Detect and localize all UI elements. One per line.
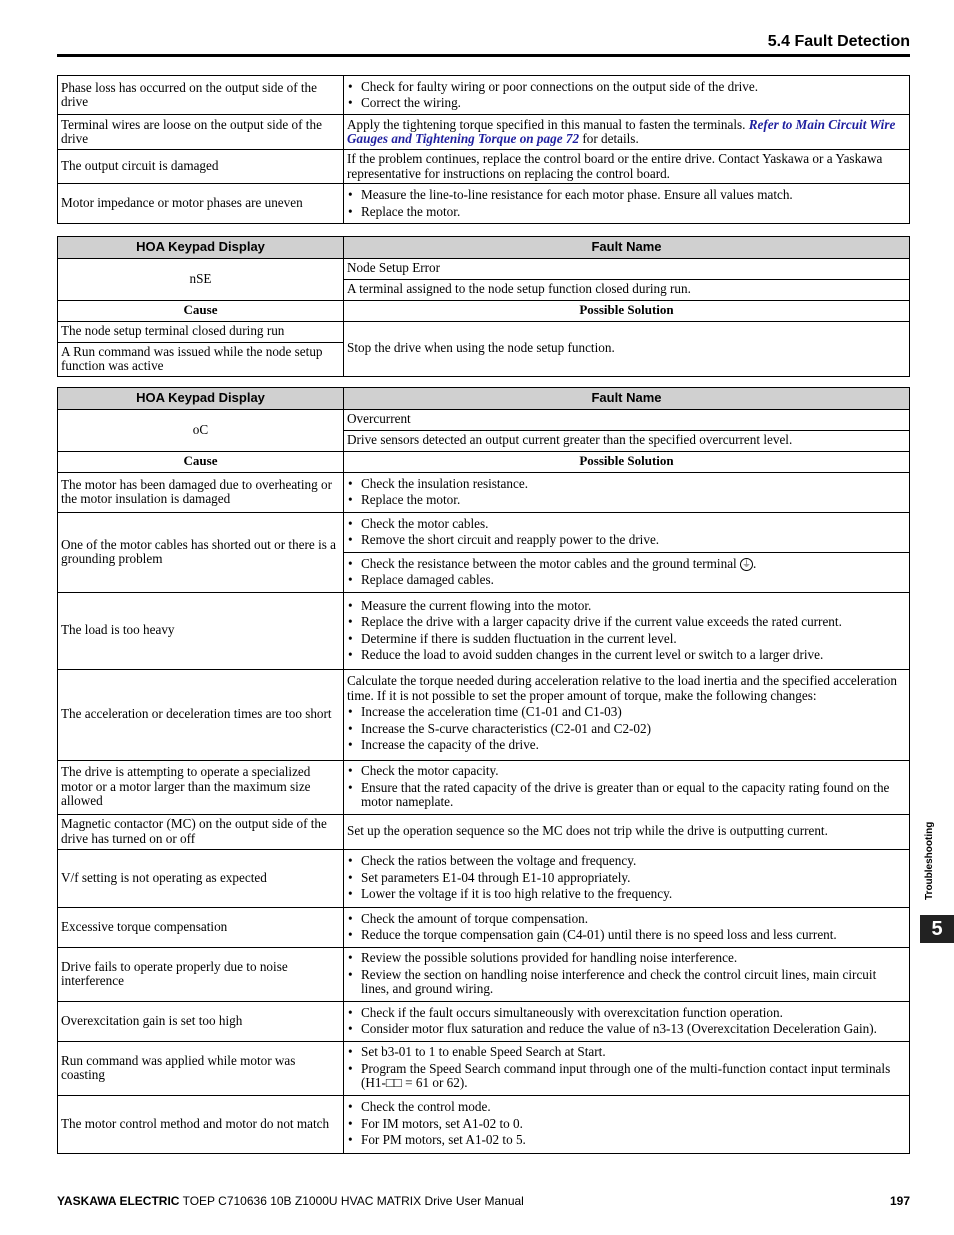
table-row xyxy=(58,907,910,947)
solution-cell: If the problem continues, replace the control board or the entire drive. Contact Yaskawa or a Yaskawa representative for instructions on replacing the control board. xyxy=(344,150,910,184)
solution-cell xyxy=(344,907,910,947)
cause-cell: The motor control method and motor do not match xyxy=(58,1095,344,1153)
table-row xyxy=(58,760,910,814)
column-header-solution: Possible Solution xyxy=(344,300,910,321)
fault-name: Node Setup Error xyxy=(344,258,910,279)
cause-cell: V/f setting is not operating as expected xyxy=(58,849,344,907)
column-header-solution: Possible Solution xyxy=(344,451,910,472)
solution-cell xyxy=(344,552,910,592)
section-title: 5.4 Fault Detection xyxy=(767,33,910,50)
solution-cell xyxy=(344,760,910,814)
cross-reference-link[interactable]: Refer to Main Circuit Wire Gauges and Tightening Torque on page 72 xyxy=(347,116,896,146)
solution-cell xyxy=(344,1095,910,1153)
chapter-tab[interactable]: 5 xyxy=(920,915,954,943)
fault-description: Drive sensors detected an output current greater than the specified overcurrent level. xyxy=(344,430,910,451)
table-row xyxy=(58,472,910,512)
column-header-fault: Fault Name xyxy=(344,237,910,259)
list-item: • Increase the acceleration time (C1-01 and C1-03) xyxy=(347,705,906,720)
solution-cell xyxy=(344,76,910,115)
footer-doc-title: TOEP C710636 10B Z1000U HVAC MATRIX Drive User Manual xyxy=(182,1194,524,1208)
list-item: • Check for faulty wiring or poor connections on the output side of the drive. xyxy=(347,80,906,95)
solution-text: Calculate the torque needed during acceleration relative to the load inertia and the specified acceleration time. If it is not possible to set the proper amount of torque, make the following changes: xyxy=(347,673,897,703)
list-item: • Replace the drive with a larger capacity drive if the current value exceeds the rated current. xyxy=(347,615,906,630)
page-number: 197 xyxy=(889,1194,910,1208)
cause-cell: Terminal wires are loose on the output side of the drive xyxy=(58,115,344,150)
list-item: • Reduce the load to avoid sudden changes in the current level or switch to a larger drive. xyxy=(347,648,906,663)
column-header-display: HOA Keypad Display xyxy=(58,237,344,259)
table-row xyxy=(58,115,910,150)
list-item: • Replace the motor. xyxy=(347,205,906,220)
footer-brand: YASKAWA ELECTRIC xyxy=(57,1194,180,1208)
header-rule xyxy=(57,54,910,57)
list-item: • Check the ratios between the voltage and frequency. xyxy=(347,854,906,869)
solution-cell: Set up the operation sequence so the MC does not trip while the drive is outputting current. xyxy=(344,814,910,849)
table-row xyxy=(58,321,910,342)
cause-cell: One of the motor cables has shorted out or there is a grounding problem xyxy=(58,512,344,592)
fault-description: A terminal assigned to the node setup function closed during run. xyxy=(344,279,910,300)
table-row xyxy=(58,1041,910,1095)
list-item: • Increase the S-curve characteristics (C2-01 and C2-02) xyxy=(347,722,906,737)
list-item: • Increase the capacity of the drive. xyxy=(347,738,906,753)
footer-document xyxy=(57,1194,524,1208)
cause-cell: Motor impedance or motor phases are uneven xyxy=(58,184,344,224)
list-item: • Set b3-01 to 1 to enable Speed Search at Start. xyxy=(347,1045,906,1060)
table-row xyxy=(58,1001,910,1041)
solution-cell: Stop the drive when using the node setup function. xyxy=(344,321,910,376)
cause-cell: Phase loss has occurred on the output side of the drive xyxy=(58,76,344,115)
list-item: • Check the resistance between the motor cables and the ground terminal ⏚ . xyxy=(347,557,906,572)
list-item: • Correct the wiring. xyxy=(347,96,906,111)
list-item: • Check if the fault occurs simultaneously with overexcitation function operation. xyxy=(347,1006,906,1021)
list-item: • Measure the line-to-line resistance for each motor phase. Ensure all values match. xyxy=(347,188,906,203)
list-item: • Determine if there is sudden fluctuation in the current level. xyxy=(347,632,906,647)
page-footer xyxy=(57,1194,910,1208)
table-row xyxy=(58,947,910,1001)
column-header-cause: Cause xyxy=(58,451,344,472)
solution-cell xyxy=(344,1001,910,1041)
cause-cell: The output circuit is damaged xyxy=(58,150,344,184)
solution-text: Apply the tightening torque specified in this manual to fasten the terminals. xyxy=(347,116,746,132)
cause-cell: Excessive torque compensation xyxy=(58,907,344,947)
solution-text-after: for details. xyxy=(582,131,639,146)
table-row xyxy=(58,512,910,552)
list-item: • Reduce the torque compensation gain (C4-01) until there is no speed loss and less current. xyxy=(347,928,906,943)
list-item: • For PM motors, set A1-02 to 5. xyxy=(347,1133,906,1148)
table-row xyxy=(58,849,910,907)
list-item: • Measure the current flowing into the motor. xyxy=(347,599,906,614)
list-item: • Check the motor capacity. xyxy=(347,764,906,779)
cause-cell: Magnetic contactor (MC) on the output side of the drive has turned on or off xyxy=(58,814,344,849)
table-row xyxy=(58,184,910,224)
list-item: • Check the control mode. xyxy=(347,1100,906,1115)
list-item: • Remove the short circuit and reapply power to the drive. xyxy=(347,533,906,548)
list-item: • For IM motors, set A1-02 to 0. xyxy=(347,1117,906,1132)
solution-cell xyxy=(344,1041,910,1095)
cause-cell: A Run command was issued while the node setup function was active xyxy=(58,342,344,376)
list-item: • Set parameters E1-04 through E1-10 appropriately. xyxy=(347,871,906,886)
display-code: oC xyxy=(58,409,344,451)
solution-cell xyxy=(344,947,910,1001)
table-row xyxy=(58,150,910,184)
display-code: nSE xyxy=(58,258,344,300)
solution-cell xyxy=(344,849,910,907)
fault-table-oc xyxy=(57,387,910,1154)
list-item: • Check the insulation resistance. xyxy=(347,477,906,492)
table-row xyxy=(58,669,910,760)
cause-cell: Overexcitation gain is set too high xyxy=(58,1001,344,1041)
cause-cell: The node setup terminal closed during run xyxy=(58,321,344,342)
solution-cell xyxy=(344,472,910,512)
solution-cell xyxy=(344,592,910,669)
table-row xyxy=(58,1095,910,1153)
column-header-fault: Fault Name xyxy=(344,388,910,410)
solution-cell xyxy=(344,669,910,760)
solution-cell xyxy=(344,512,910,552)
ground-terminal-icon: ⏚ xyxy=(742,558,752,569)
table-row xyxy=(58,592,910,669)
table-row xyxy=(58,76,910,115)
table-row xyxy=(58,814,910,849)
list-item: • Review the possible solutions provided for handling noise interference. xyxy=(347,951,906,966)
solution-cell xyxy=(344,115,910,150)
cause-cell: The load is too heavy xyxy=(58,592,344,669)
cause-cell: The motor has been damaged due to overheating or the motor insulation is damaged xyxy=(58,472,344,512)
list-item: • Program the Speed Search command input through one of the multi-function contact input terminals (H1-□□ = 61 or 62). xyxy=(347,1062,906,1091)
column-header-cause: Cause xyxy=(58,300,344,321)
list-item: • Check the amount of torque compensation. xyxy=(347,912,906,927)
list-item: • Check the motor cables. xyxy=(347,517,906,532)
fault-table-nse xyxy=(57,236,910,377)
section-side-label: Troubleshooting xyxy=(924,821,935,900)
fault-name: Overcurrent xyxy=(344,409,910,430)
cause-cell: Run command was applied while motor was coasting xyxy=(58,1041,344,1095)
list-item: • Replace damaged cables. xyxy=(347,573,906,588)
list-item: • Ensure that the rated capacity of the drive is greater than or equal to the capacity rating found on the motor nameplate. xyxy=(347,781,906,810)
cause-cell: Drive fails to operate properly due to noise interference xyxy=(58,947,344,1001)
list-item: • Lower the voltage if it is too high relative to the frequency. xyxy=(347,887,906,902)
list-item: • Review the section on handling noise interference and check the control circuit lines, main circuit lines, and ground wiring. xyxy=(347,968,906,997)
cause-cell: The acceleration or deceleration times are too short xyxy=(58,669,344,760)
solution-cell xyxy=(344,184,910,224)
list-item: • Replace the motor. xyxy=(347,493,906,508)
column-header-display: HOA Keypad Display xyxy=(58,388,344,410)
cause-cell: The drive is attempting to operate a specialized motor or a motor larger than the maximum size allowed xyxy=(58,760,344,814)
fault-table-continuation xyxy=(57,75,910,224)
list-item: • Consider motor flux saturation and reduce the value of n3-13 (Overexcitation Deceleration Gain). xyxy=(347,1022,906,1037)
